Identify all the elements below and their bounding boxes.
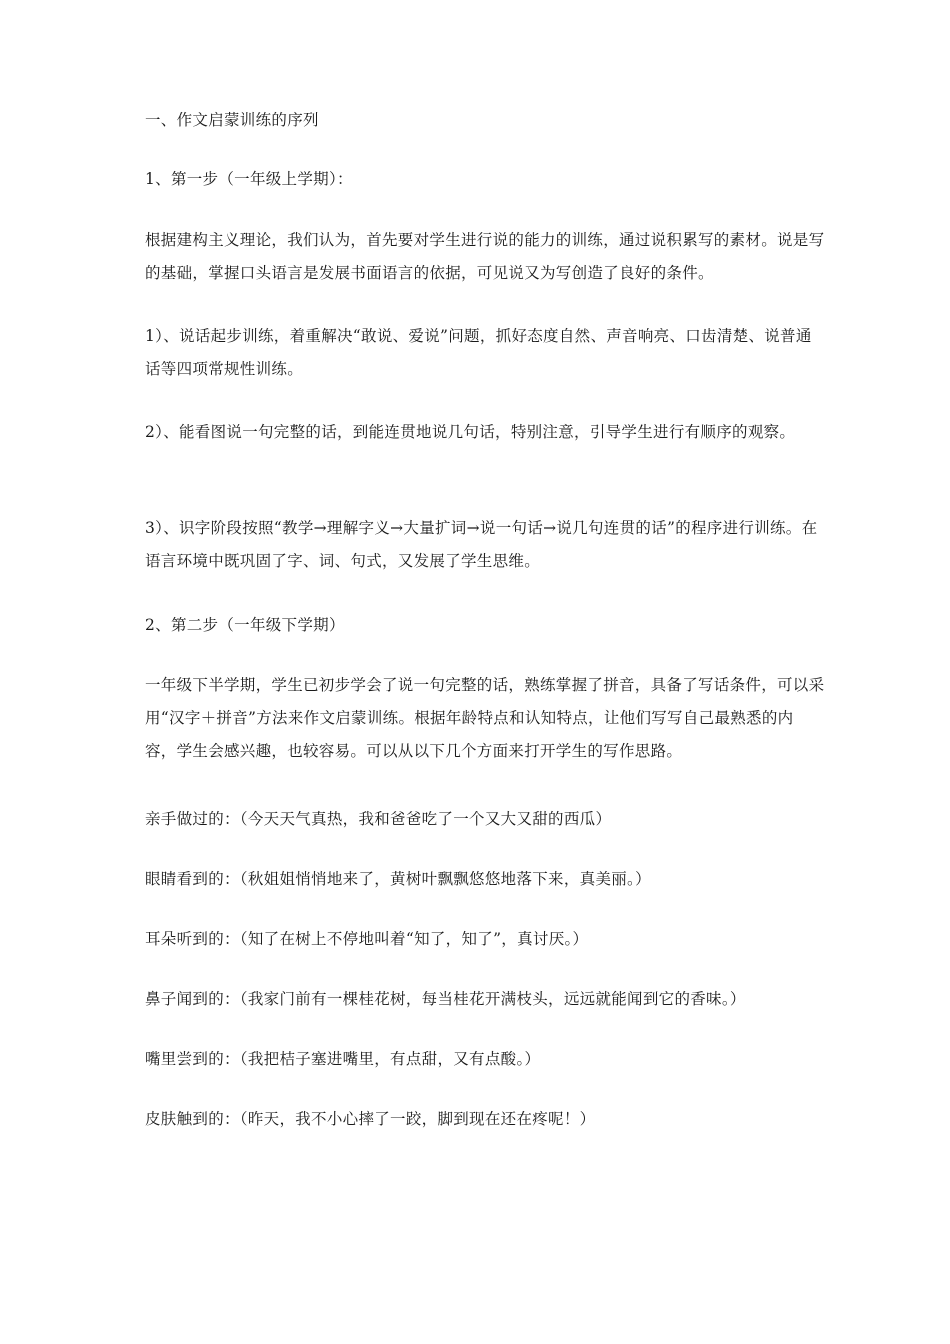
sense-item-nose: 鼻子闻到的：（我家门前有一棵桂花树，每当桂花开满枝头，远远就能闻到它的香味。） xyxy=(145,990,746,1008)
step1-heading: 1、第一步（一年级上学期）： xyxy=(145,170,353,188)
step1-item-3: 3）、识字阶段按照“教学→理解字义→大量扩词→说一句话→说几句连贯的话”的程序进行训练。在语言环境中既巩固了字、词、句式，又发展了学生思维。 xyxy=(145,519,818,570)
sense-item-ears: 耳朵听到的：（知了在树上不停地叫着“知了，知了”，真讨厌。） xyxy=(145,930,589,948)
step1-item-1: 1）、说话起步训练，着重解决“敢说、爱说”问题，抓好态度自然、声音响亮、口齿清楚、说普通话等四项常规性训练。 xyxy=(145,327,812,378)
section-title: 一、作文启蒙训练的序列 xyxy=(145,111,319,129)
step1-item-2: 2）、能看图说一句完整的话，到能连贯地说几句话，特别注意，引导学生进行有顺序的观察。 xyxy=(145,423,796,441)
step1-paragraph: 根据建构主义理论，我们认为，首先要对学生进行说的能力的训练，通过说积累写的素材。说是写的基础，掌握口头语言是发展书面语言的依据，可见说又为写创造了良好的条件。 xyxy=(145,231,825,282)
sense-item-touch-done: 亲手做过的：（今天天气真热，我和爸爸吃了一个又大又甜的西瓜） xyxy=(145,810,612,828)
sense-item-mouth: 嘴里尝到的：（我把桔子塞进嘴里，有点甜，又有点酸。） xyxy=(145,1050,541,1068)
sense-item-skin: 皮肤触到的：（昨天，我不小心摔了一跤，脚到现在还在疼呢！） xyxy=(145,1110,596,1128)
step2-heading: 2、第二步（一年级下学期） xyxy=(145,616,345,634)
sense-item-eyes: 眼睛看到的：（秋姐姐悄悄地来了，黄树叶飘飘悠悠地落下来，真美丽。） xyxy=(145,870,651,888)
step2-paragraph: 一年级下半学期，学生已初步学会了说一句完整的话，熟练掌握了拼音，具备了写话条件，可以采用“汉字＋拼音”方法来作文启蒙训练。根据年龄特点和认知特点，让他们写写自己最熟悉的内容，学生会感兴趣，也较容易。可以从以下几个方面来打开学生的写作思路。 xyxy=(145,676,825,760)
